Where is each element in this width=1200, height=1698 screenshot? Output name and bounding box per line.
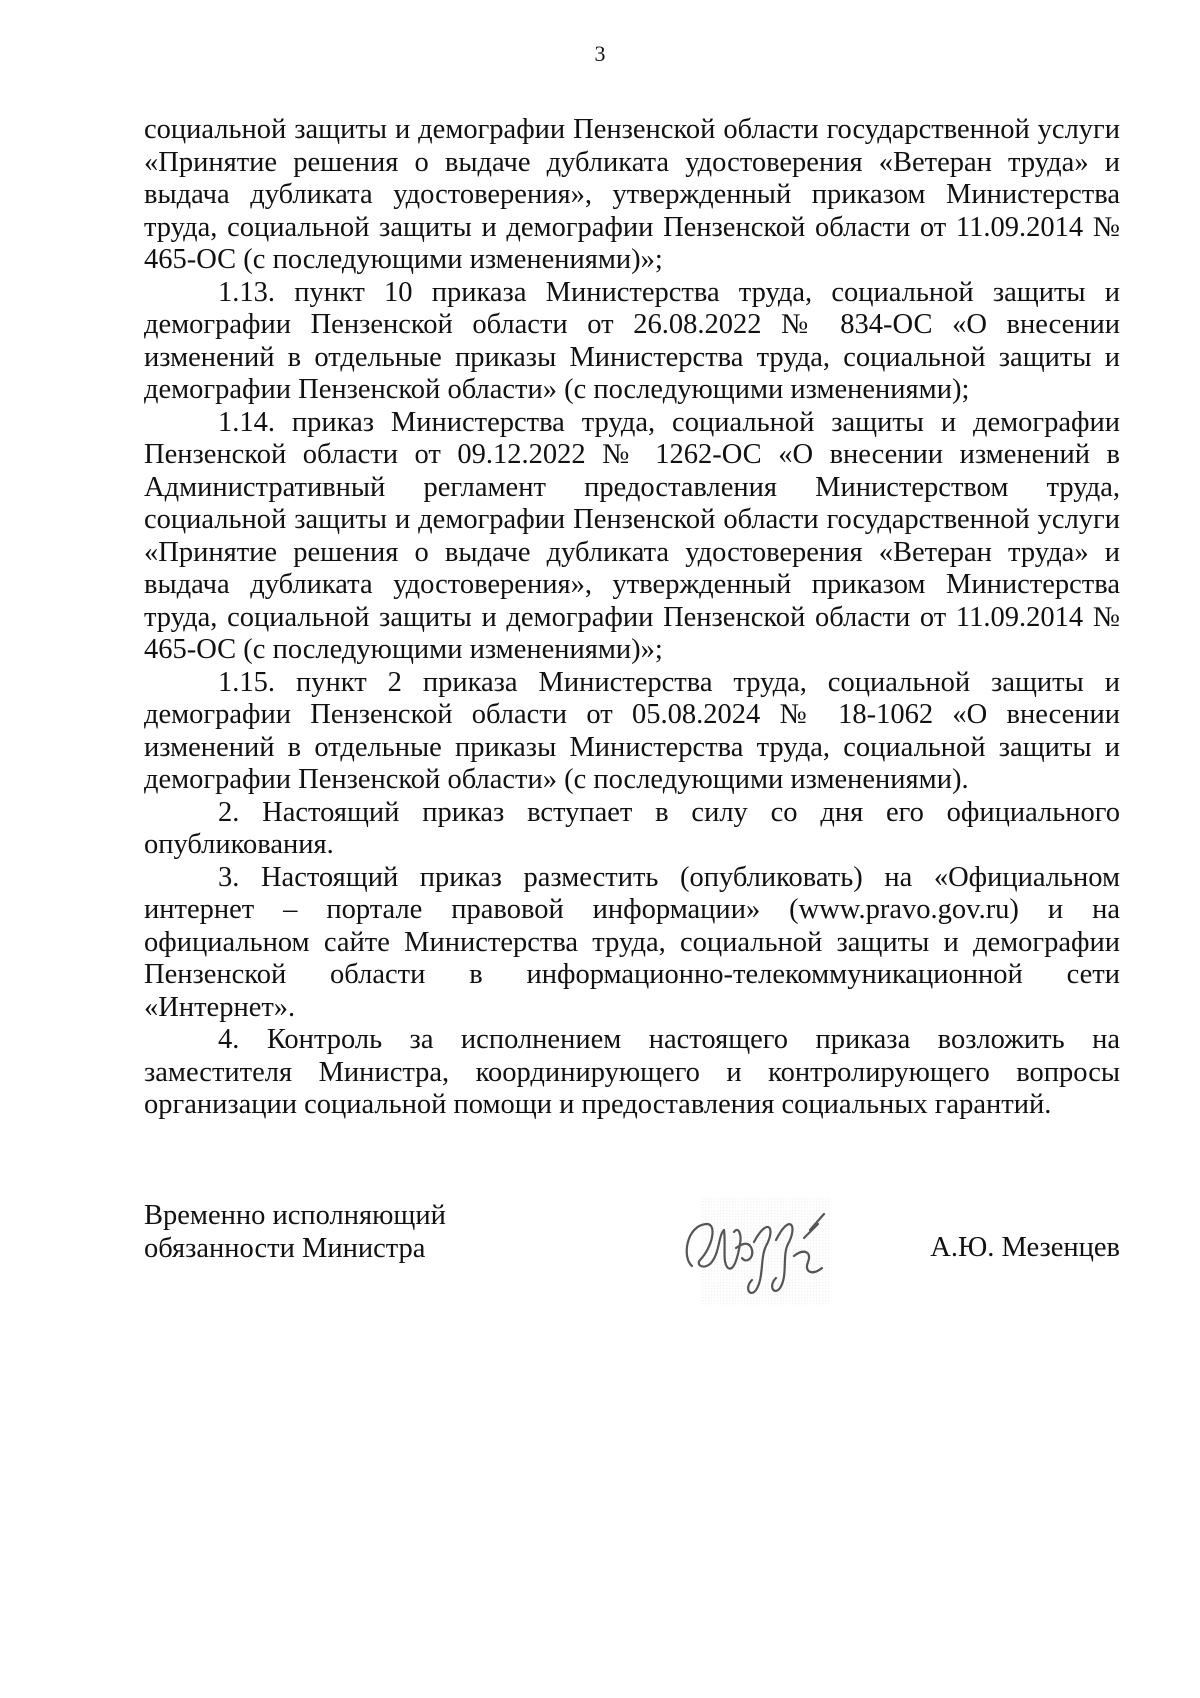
paragraph-2: 2. Настоящий приказ вступает в силу со дня его официального опубликования. [144,796,1120,860]
signer-title-line-1: Временно исполняющий [144,1200,446,1231]
signer-name: А.Ю. Мезенцев [930,1232,1120,1263]
page-number: 3 [594,41,606,66]
paragraph-1-15: 1.15. пункт 2 приказа Министерства труда, социальной защиты и демографии Пензенской области от 05.08.2024 № 18-1062 «О внесении изменений в отдельные приказы Министерства труда, социальной защиты и демографии Пензенской области» (с последующими изменениями). [144,666,1120,795]
paragraph-continuation: социальной защиты и демографии Пензенской области государственной услуги «Принятие решения о выдаче дубликата удостоверения «Ветеран труда» и выдача дубликата удостоверения», утвержденный приказом Министерства труда, социальной защиты и демографии Пензенской области от 11.09.2014 № 465-ОС (с последующими изменениями)»; [144,114,1120,275]
paragraph-3: 3. Настоящий приказ разместить (опубликовать) на «Официальном интернет – портале правовой информации» (www.pravo.gov.ru) и на официальном сайте Министерства труда, социальной защиты и демографии Пензенской области в информационно-телекоммуникационной сети «Интернет». [144,861,1120,1023]
signature-block [144,1200,1120,1330]
handwritten-signature-icon [672,1186,852,1316]
paragraph-1-13: 1.13. пункт 10 приказа Министерства труда, социальной защиты и демографии Пензенской области от 26.08.2022 № 834-ОС «О внесении изменений в отдельные приказы Министерства труда, социальной защиты и демографии Пензенской области» (с последующими изменениями); [144,276,1120,405]
document-body [144,114,1120,1122]
paragraph-1-14: 1.14. приказ Министерства труда, социальной защиты и демографии Пензенской области от 09.12.2022 № 1262-ОС «О внесении изменений в Административный регламент предоставления Министерством труда, социальной защиты и демографии Пензенской области государственной услуги «Принятие решения о выдаче дубликата удостоверения «Ветеран труда» и выдача дубликата удостоверения», утвержденный приказом Министерства труда, социальной защиты и демографии Пензенской области от 11.09.2014 № 465-ОС (с последующими изменениями)»; [144,406,1120,665]
signer-title-line-2: обязанности Министра [144,1232,426,1264]
signer-title [144,1200,446,1265]
paragraph-4: 4. Контроль за исполнением настоящего приказа возложить на заместителя Министра, координирующего и контролирующего вопросы организации социальной помощи и предоставления социальных гарантий. [144,1024,1120,1120]
